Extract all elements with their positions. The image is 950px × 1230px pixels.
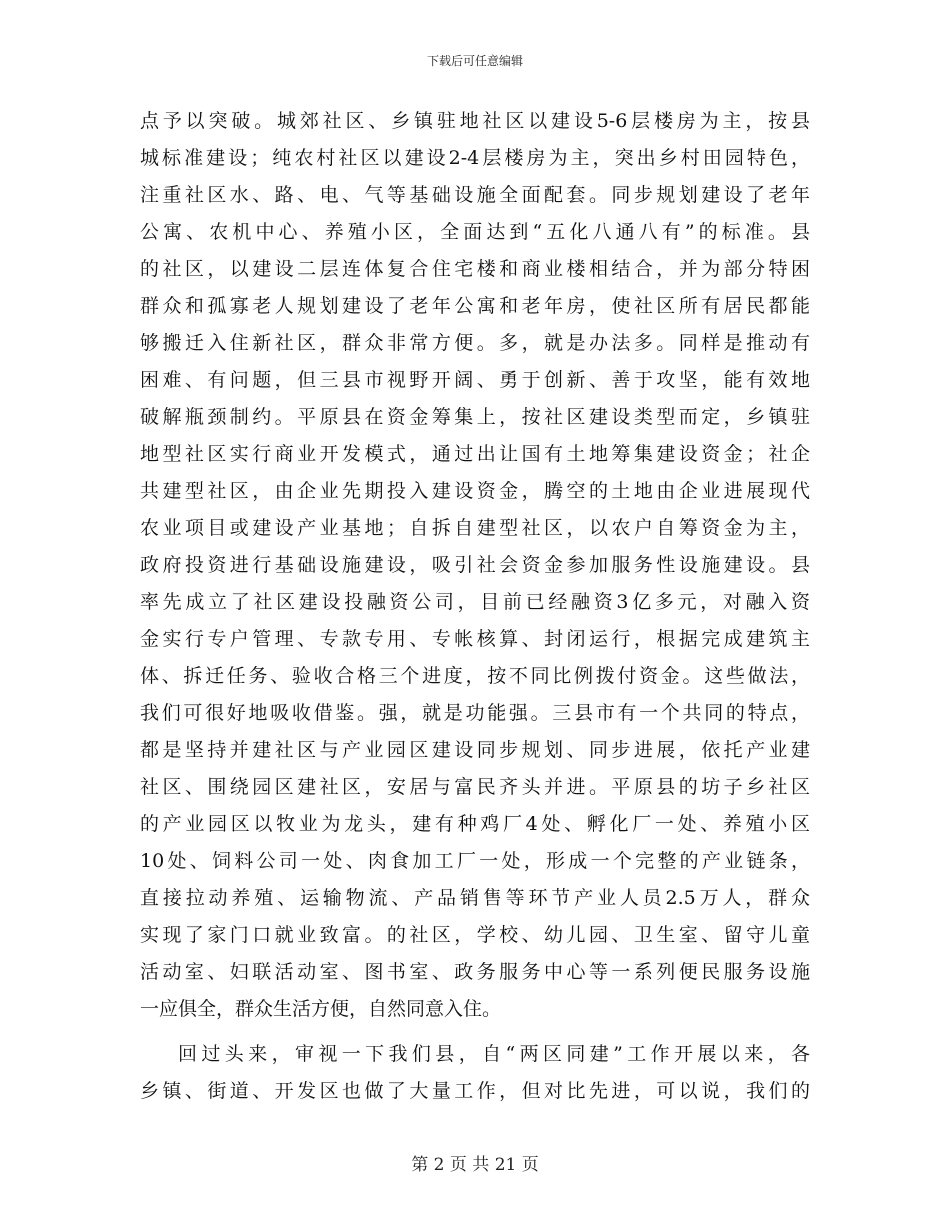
text-line: 10处、饲料公司一处、肉食加工厂一处，形成一个完整的产业链条，	[140, 850, 810, 872]
paragraph-gap	[140, 1028, 810, 1036]
text-line: 够搬迁入住新社区，群众非常方便。多，就是办法多。同样是推动有	[140, 332, 810, 354]
paragraph-2	[140, 1036, 810, 1110]
text-line: 破解瓶颈制约。平原县在资金筹集上，按社区建设类型而定，乡镇驻	[140, 406, 810, 428]
text-line: 实现了家门口就业致富。的社区，学校、幼儿园、卫生室、留守儿童	[140, 924, 810, 946]
text-line: 我们可很好地吸收借鉴。强，就是功能强。三县市有一个共同的特点，	[140, 702, 810, 724]
text-line: 注重社区水、路、电、气等基础设施全面配套。同步规划建设了老年	[140, 184, 810, 206]
text-line: 困难、有问题，但三县市视野开阔、勇于创新、善于攻坚，能有效地	[140, 369, 810, 391]
paragraph-1	[140, 103, 810, 1028]
text-line: 群众和孤寡老人规划建设了老年公寓和老年房，使社区所有居民都能	[140, 295, 810, 317]
text-line: 率先成立了社区建设投融资公司，目前已经融资3亿多元，对融入资	[140, 591, 810, 613]
text-line: 地型社区实行商业开发模式，通过出让国有土地筹集建设资金；社企	[140, 443, 810, 465]
text-line: 社区、围绕园区建社区，安居与富民齐头并进。平原县的坊子乡社区	[140, 776, 810, 798]
text-line: 乡镇、街道、开发区也做了大量工作，但对比先进，可以说，我们的	[140, 1080, 810, 1102]
text-line: 共建型社区，由企业先期投入建设资金，腾空的土地由企业进展现代	[140, 480, 810, 502]
text-line: 都是坚持并建社区与产业园区建设同步规划、同步进展，依托产业建	[140, 739, 810, 761]
text-line: 的社区，以建设二层连体复合住宅楼和商业楼相结合，并为部分特困	[140, 258, 810, 280]
page-header-note: 下载后可任意编辑	[426, 54, 523, 68]
text-line: 的产业园区以牧业为龙头，建有种鸡厂4处、孵化厂一处、养殖小区	[140, 813, 810, 835]
document-body	[140, 103, 810, 1110]
text-line: 活动室、妇联活动室、图书室、政务服务中心等一系列便民服务设施	[140, 961, 810, 983]
text-line: 体、拆迁任务、验收合格三个进度，按不同比例拨付资金。这些做法，	[140, 665, 810, 687]
text-line: 金实行专户管理、专款专用、专帐核算、封闭运行，根据完成建筑主	[140, 628, 810, 650]
page-number: 第 2 页 共 21 页	[411, 1155, 539, 1175]
text-line: 公寓、农机中心、养殖小区，全面达到“五化八通八有”的标准。县	[140, 221, 810, 243]
text-line: 点予以突破。城郊社区、乡镇驻地社区以建设5-6层楼房为主，按县	[140, 110, 810, 132]
text-line: 直接拉动养殖、运输物流、产品销售等环节产业人员2.5万人，群众	[140, 887, 810, 909]
text-line: 农业项目或建设产业基地；自拆自建型社区，以农户自筹资金为主，	[140, 517, 810, 539]
text-line: 回过头来，审视一下我们县，自“两区同建”工作开展以来，各	[178, 1043, 810, 1065]
text-line: 一应俱全，群众生活方便，自然同意入住。	[140, 998, 502, 1020]
text-line: 政府投资进行基础设施建设，吸引社会资金参加服务性设施建设。县	[140, 554, 810, 576]
text-line: 城标准建设；纯农村社区以建设2-4层楼房为主，突出乡村田园特色，	[140, 147, 810, 169]
